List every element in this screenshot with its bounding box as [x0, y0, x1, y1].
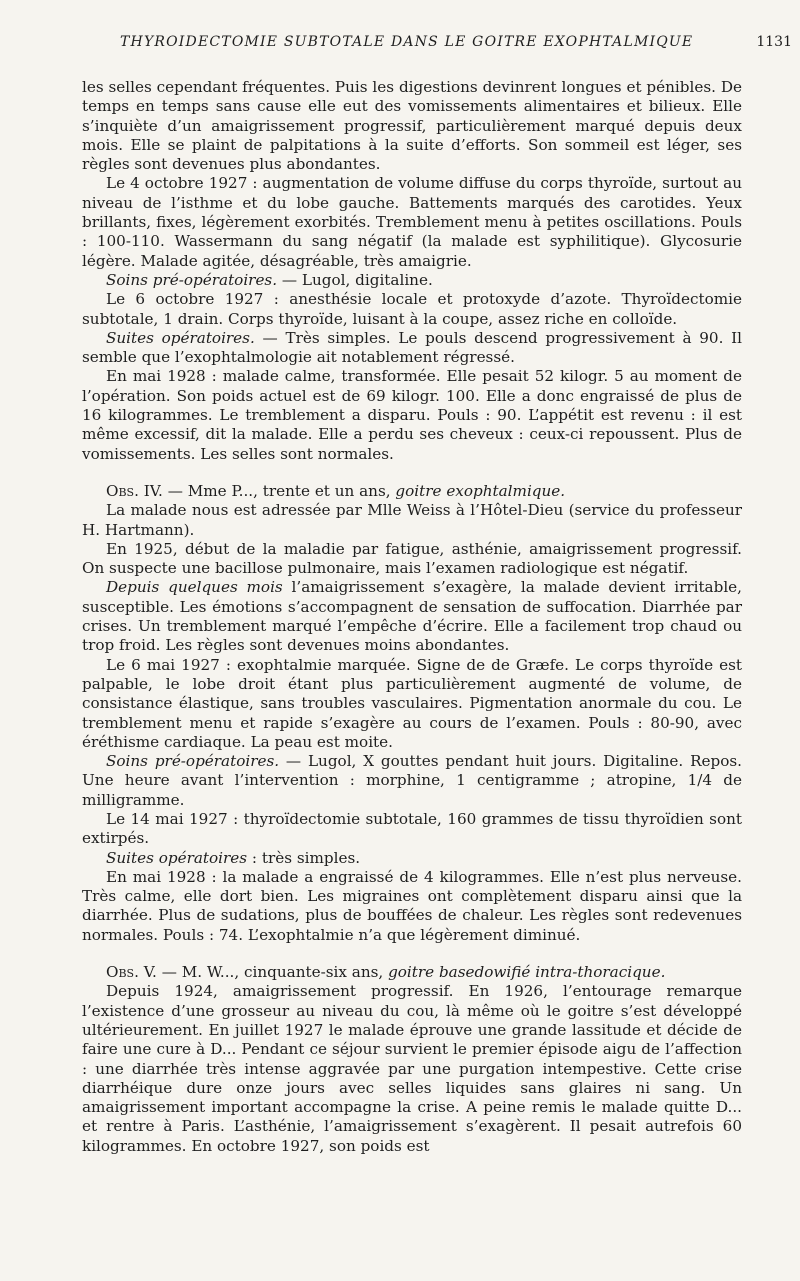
paragraph — [82, 578, 742, 655]
paragraph — [82, 174, 742, 270]
paragraph — [82, 290, 742, 329]
observation-label: Obs. V. — [106, 963, 157, 982]
text-run: En 1925, début de la maladie par fatigue, asthénie, amaigrissement progressif. On suspecte une bacillose pulmonaire, mais l’examen radiologique est négatif. — [82, 539, 742, 578]
text-run: Le 4 octobre 1927 : augmentation de volume diffuse du corps thyroïde, surtout au niveau de l’isthme et du lobe gauche. Battements marqués des carotides. Yeux brillants, fixes, légèrement exorbités. Tremblement menu à petites oscillations. Pouls : 100-110. Wassermann du sang négatif (la malade est syphilitique). Glycosurie légère. Malade agitée, désagréable, très amaigrie. — [82, 174, 742, 270]
text-run: — Lugol, digitaline. — [277, 270, 433, 289]
paragraph — [82, 849, 742, 868]
paragraph — [82, 963, 742, 982]
italic-text: Suites opératoires. — [106, 328, 255, 347]
text-run: La malade nous est adressée par Mlle Weiss à l’Hôtel-Dieu (service du professeur H. Hartmann). — [82, 501, 742, 539]
italic-text: goitre basedowifié intra-thoracique. — [388, 963, 666, 982]
paragraph — [82, 271, 742, 290]
paragraph — [82, 752, 742, 810]
paragraph — [82, 982, 742, 1156]
text-run: — Lugol, X gouttes pendant huit jours. Digitaline. Repos. Une heure avant l’intervention : morphine, 1 centigramme ; atropine, 1/4 de milligramme. — [82, 752, 742, 809]
paragraph — [82, 329, 742, 368]
italic-text: Soins pré-opératoires. — [106, 752, 280, 771]
text-run: — Très simples. Le pouls descend progressivement à 90. Il semble que l’exophtalmologie ait notablement régressé. — [82, 328, 743, 367]
paragraph — [82, 810, 742, 849]
paragraph — [82, 501, 742, 540]
text-run: l’amaigrissement s’exagère, la malade devient irritable, susceptible. Les émotions s’accompagnent de sensation de suffocation. Diarrhée par crises. Un tremblement marqué l’empêche d’écrire. Elle a facilement trop chaud ou trop froid. Les règles sont devenues moins abondantes. — [82, 578, 742, 655]
text-run: En mai 1928 : malade calme, transformée. Elle pesait 52 kilogr. 5 au moment de l’opération. Son poids actuel est de 69 kilogr. 100. Elle a donc engraissé de plus de 16 kilogrammes. Le tremblement a disparu. Pouls : 90. L’appétit est revenu : il est même excessif, dit la malade. Elle a perdu ses cheveux : ceux-ci repoussent. Plus de vomissements. Les selles sont normales. — [82, 367, 742, 463]
text-run: : très simples. — [247, 848, 361, 867]
text-run: Le 6 octobre 1927 : anesthésie locale et protoxyde d’azote. Thyroïdectomie subtotale, 1 drain. Corps thyroïde, luisant à la coupe, assez riche en colloïde. — [82, 290, 742, 328]
italic-text: Suites opératoires — [106, 848, 248, 867]
page-number: 1131 — [756, 34, 792, 50]
running-title: THYROIDECTOMIE SUBTOTALE DANS LE GOITRE EXOPHTALMIQUE — [120, 34, 694, 50]
text-run: — Mme P..., trente et un ans, — [162, 481, 396, 500]
italic-text: Depuis quelques mois — [106, 578, 283, 597]
text-run: Le 6 mai 1927 : exophtalmie marquée. Signe de de Græfe. Le corps thyroïde est palpable, le lobe droit étant plus particulièrement augmenté de volume, de consistance élastique, sans troubles vasculaires. Pigmentation anormale du cou. Le tremblement menu et rapide s’exagère au cours de l’examen. Pouls : 80-90, avec éréthisme cardiaque. La peau est moite. — [82, 655, 742, 751]
observation-label: Obs. IV. — [106, 481, 163, 500]
paragraph — [82, 78, 742, 174]
text-run: — M. W..., cinquante-six ans, — [156, 963, 389, 982]
paragraph — [82, 367, 742, 463]
paragraph — [82, 656, 742, 752]
paragraph — [82, 482, 742, 501]
text-run: En mai 1928 : la malade a engraissé de 4 kilogrammes. Elle n’est plus nerveuse. Très calme, elle dort bien. Les migraines ont complètement disparu ainsi que la diarrhée. Plus de sudations, plus de bouffées de chaleur. Les règles sont redevenues normales. Pouls : 74. L’exophtalmie n’a que légèrement diminué. — [82, 867, 742, 944]
italic-text: goitre exophtalmique. — [395, 481, 566, 500]
paragraph — [82, 868, 742, 945]
italic-text: Soins pré-opératoires. — [106, 270, 278, 289]
running-header — [120, 34, 792, 50]
text-run: les selles cependant fréquentes. Puis les digestions devinrent longues et pénibles. De temps en temps sans cause elle eut des vomissements alimentaires et bilieux. Elle s’inquiète d’un amaigrissement progressif, particulièrement marqué depuis deux mois. Elle se plaint de palpitations à la suite d’efforts. Son sommeil est léger, ses règles sont devenues plus abondantes. — [82, 78, 742, 174]
text-run: Le 14 mai 1927 : thyroïdectomie subtotale, 160 grammes de tissu thyroïdien sont extirpés. — [82, 809, 742, 848]
paragraph — [82, 540, 742, 579]
text-run: Depuis 1924, amaigrissement progressif. En 1926, l’entourage remarque l’existence d’une grosseur au niveau du cou, là même où le goitre s’est développé ultérieurement. En juillet 1927 le malade éprouve une grande lassitude et décide de faire une cure à D... Pendant ce séjour survient le premier épisode aigu de l’affection : une diarrhée très intense aggravée par une purgation intempestive. Cette crise diarrhéique dure onze jours avec selles liquides sans glaires ni sang. Un amaigrissement important accompagne la crise. A peine remis le malade quitte D... et rentre à Paris. L’asthénie, l’amaigrissement s’exagèrent. Il pesait autrefois 60 kilogrammes. En octobre 1927, son poids est — [82, 982, 742, 1155]
page-body — [82, 78, 742, 1156]
